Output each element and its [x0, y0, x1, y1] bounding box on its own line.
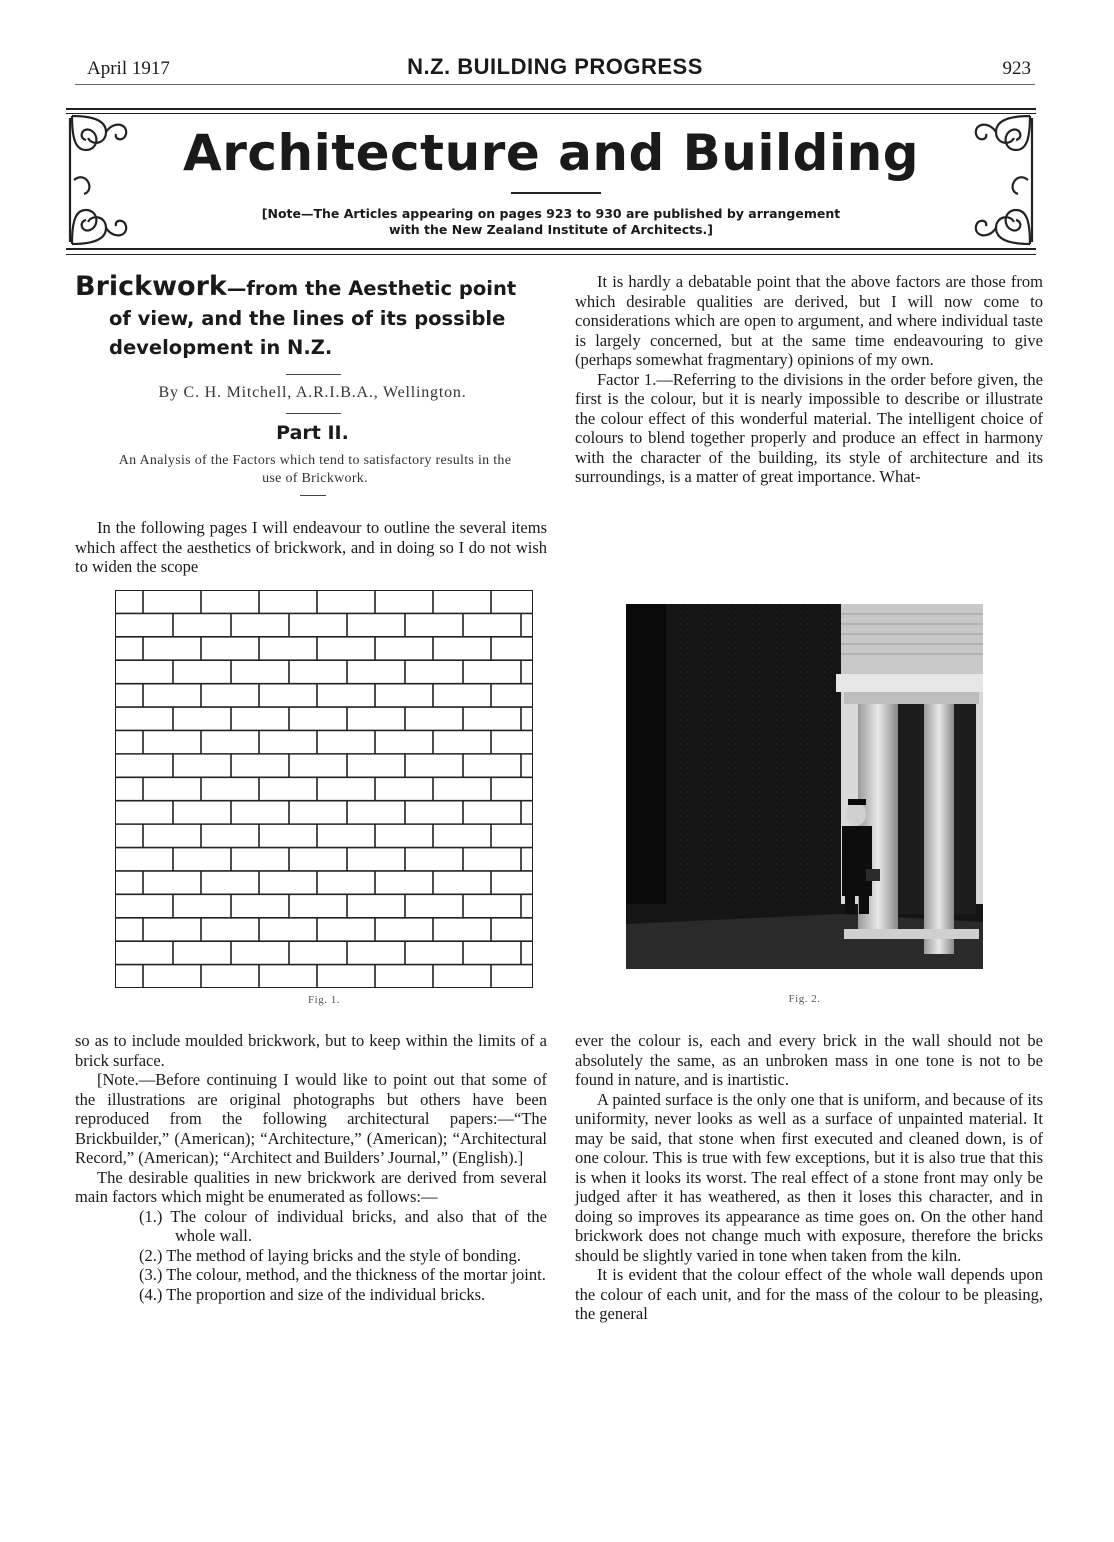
issue-date: April 1917	[87, 58, 170, 79]
headline-rule	[286, 374, 341, 375]
right-paragraph-3: ever the colour is, each and every brick in the wall should not be absolutely the same, as an unbroken mass in one tone is not to be found in nature, and is inartistic.	[575, 1031, 1043, 1089]
banner-title-rule	[511, 192, 601, 194]
right-paragraph-5: It is evident that the colour effect of the whole wall depends upon the colour of each unit, and for the mass of the colour to be pleasing, the general	[575, 1265, 1043, 1323]
banner-note	[66, 206, 1036, 238]
note-paragraph: [Note.—Before continuing I would like to point out that some of the illustrations are original photographs but others have been reproduced from the following architectural papers:—“The Brickbuilder,” (American); “Architecture,” (American); “Architectural Record,” (American); “Architect and Builders’ Journal,” (English).]	[75, 1070, 547, 1167]
banner-border-top-inner	[66, 113, 1036, 114]
banner-border-bottom-inner	[66, 254, 1036, 255]
article-headline	[75, 272, 555, 362]
right-column-top	[575, 272, 1043, 487]
right-paragraph-1: It is hardly a debatable point that the above factors are those from which desirable qualities are derived, but I will now come to considerations which are open to argument, and where individual taste is largely concerned, but at the same time endeavouring to give (perhaps somewhat fragmentary) opinions of my own.	[575, 272, 1043, 369]
intro-paragraph: In the following pages I will endeavour to outline the several items which affect the aesthetics of brickwork, and in doing so I do not wish to widen the scope	[75, 518, 547, 576]
figure-2-photograph	[626, 604, 983, 969]
factor-item-2: (2.) The method of laying bricks and the style of bonding.	[139, 1245, 521, 1265]
part-subtitle: An Analysis of the Factors which tend to satisfactory results in the use of Brickwork.	[118, 453, 512, 486]
right-column-bottom	[575, 1031, 1043, 1324]
magazine-title: N.Z. BUILDING PROGRESS	[407, 54, 703, 79]
banner-title: Architecture and Building	[183, 124, 919, 182]
section-banner	[66, 108, 1036, 258]
factor-item-3: (3.) The colour, method, and the thickness of the mortar joint.	[139, 1265, 546, 1284]
headline-line-2: of view, and the lines of its possible	[109, 307, 506, 330]
factor-item-4: (4.) The proportion and size of the individual bricks.	[139, 1284, 486, 1304]
banner-border-bottom	[66, 248, 1036, 250]
banner-note-line-1: [Note—The Articles appearing on pages 923 to 930 are published by arrangement	[261, 206, 841, 221]
running-head	[75, 54, 1035, 85]
page-number: 923	[1002, 58, 1031, 79]
figure-1-brickwork-drawing	[115, 590, 533, 988]
headline-main: Brickwork	[75, 271, 227, 302]
headline-line-1: —from the Aesthetic point	[226, 277, 517, 300]
right-paragraph-2: Factor 1.—Referring to the divisions in the order before given, the first is the colour, but it is nearly impossible to describe or illustrate the colour effect of this wonderful material. The intelligent choice of colours to blend together properly and produce an effect in harmony with the character of the building, its style of architecture and its surroundings, is a matter of great importance. What-	[575, 369, 1043, 486]
figure-1-caption: Fig. 1.	[308, 994, 340, 1006]
byline: By C. H. Mitchell, A.R.I.B.A., Wellington.	[158, 384, 467, 401]
banner-note-line-2: with the New Zealand Institute of Architects.]	[389, 222, 713, 237]
part-title: Part II.	[276, 422, 349, 444]
continuation-paragraph: so as to include moulded brickwork, but to keep within the limits of a brick surface.	[75, 1031, 547, 1070]
right-paragraph-4: A painted surface is the only one that is uniform, and because of its uniformity, never looks as well as a surface of unpainted material. It may be said, that stone when first executed and cleaned down, is of one colour. This is true with few exceptions, but it is also true that this is when it looks its worst. The real effect of a stone front may only be judged after it has weathered, as then it loses this character, and in doing so improves its appearance as time goes on. On the other hand brickwork does not change much with exposure, therefore the bricks should be slightly varied in tone when taken from the kiln.	[575, 1089, 1043, 1265]
headline-line-3: development in N.Z.	[109, 336, 333, 359]
factor-item-1: (1.) The colour of individual bricks, and also that of the whole wall.	[139, 1206, 547, 1245]
figure-2-caption: Fig. 2.	[788, 993, 821, 1005]
banner-border-top	[66, 108, 1036, 110]
part-rule	[300, 495, 326, 496]
left-column-bottom	[75, 1031, 547, 1304]
qualities-paragraph: The desirable qualities in new brickwork are derived from several main factors which might be enumerated as follows:—	[75, 1167, 547, 1206]
byline-rule	[286, 413, 341, 414]
